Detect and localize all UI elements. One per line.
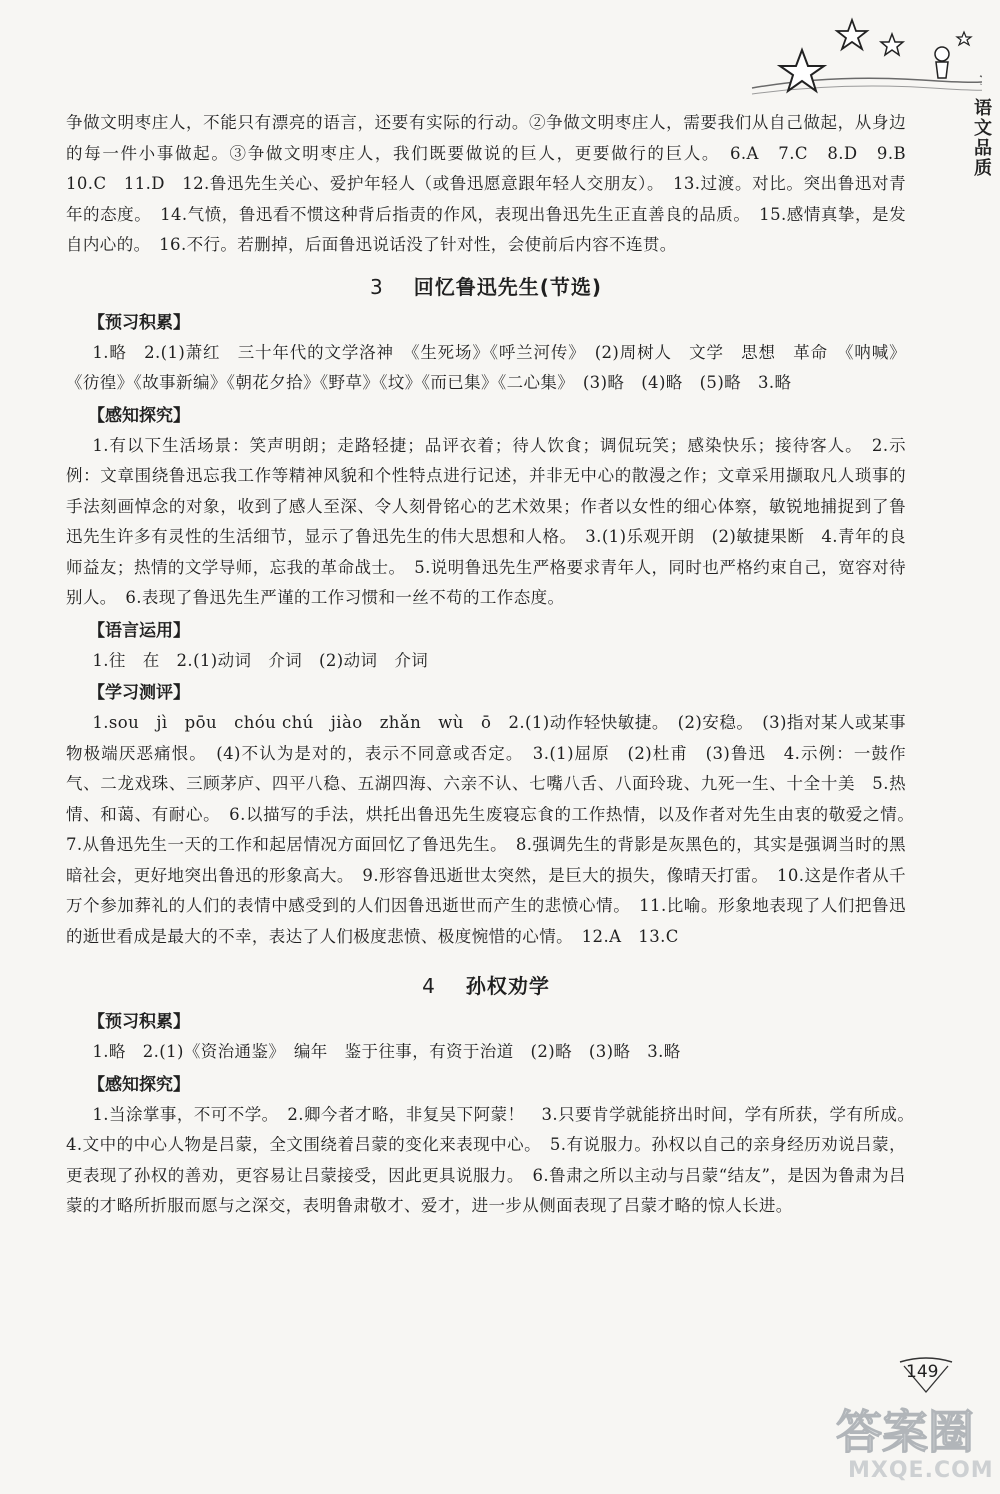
watermark-main-text: 答案圈 <box>836 1405 974 1459</box>
watermark-sub-text: MXQE.COM <box>848 1458 994 1483</box>
lesson-3-text-language: 1.往 在 2.(1)动词 介词 (2)动词 介词 <box>92 650 429 670</box>
lesson-3-heading-preview: 【预习积累】 <box>88 312 190 333</box>
watermark-logo <box>806 1396 996 1492</box>
lesson-3-title <box>66 271 906 300</box>
side-tab-label: 语文品质 <box>971 98 992 178</box>
stars-decoration-icon <box>742 10 982 110</box>
lesson-4-number: 4 <box>422 974 436 998</box>
lesson-3-number: 3 <box>370 274 384 299</box>
lesson-3-title-text: 回忆鲁迅先生(节选) <box>413 274 602 299</box>
answer-content <box>66 108 923 1222</box>
lesson-4-text-preview: 1.略 2.(1)《资治通鉴》 编年 鉴于往事，有资于治道 (2)略 (3)略 3.略 <box>92 1042 681 1061</box>
lesson-4-title-text: 孙权劝学 <box>465 974 550 998</box>
lesson-3-heading-language: 【语言运用】 <box>88 620 190 641</box>
page-number-badge <box>896 1356 956 1396</box>
lesson-4-heading-preview: 【预习积累】 <box>88 1012 190 1032</box>
lesson-4-heading-explore: 【感知探究】 <box>88 1074 190 1095</box>
lesson-4-text-explore: 1.当涂掌事，不可不学。 2.卿今者才略，非复吴下阿蒙！ 3.只要肯学就能挤出时间，学有所获，学有所成。 4.文中的中心人物是吕蒙，全文围绕着吕蒙的变化来表现中心。 5.有说服力。孙权以自己的亲身经历劝说吕蒙，更表现了孙权的善劝，更容易让吕蒙接受，因此更具说服力。 6.鲁肃之所以主动与吕蒙“结友”，是因为鲁肃为吕蒙的才略所折服而愿与之深交，表明鲁肃敬才、爱才，进一步从侧面表现了吕蒙才略的惊人长进。 <box>66 1104 923 1215</box>
lesson-3-text-assessment: 1.sou jì pōu chóu chú jiào zhǎn wù ō 2.(1)动作轻快敏捷。 (2)安稳。 (3)指对某人或某事物极端厌恶痛恨。 (4)不认为是对的，表示不同意或否定。 3.(1)屈原 (2)杜甫 (3)鲁迅 4.示例：一鼓作气、二龙戏珠、三顾茅庐、四平八稳、五湖四海、六亲不认、七嘴八舌、八面玲珑、九死一生、十全十美 5.热情、和蔼、有耐心。 6.以描写的手法，烘托出鲁迅先生废寝忘食的工作热情，以及作者对先生由衷的敬爱之情。 7.从鲁迅先生一天的工作和起居情况方面回忆了鲁迅先生。 8.强调先生的背影是灰黑色的，其实是强调当时的黑暗社会，更好地突出鲁迅的形象高大。 9.形容鲁迅逝世太突然，是巨大的损失，像晴天打雷。 10.这是作者从千万个参加葬礼的人们的表情中感受到的人们因鲁迅逝世而产生的悲愤心情。 11.比喻。形象地表现了人们把鲁迅的逝世看成是最大的不幸，表达了人们极度悲愤、极度惋惜的心情。 12.A 13.C <box>66 713 923 946</box>
lesson-3-heading-explore: 【感知探究】 <box>88 405 190 426</box>
lesson-4-title <box>66 970 906 999</box>
lesson-3-text-explore: 1.有以下生活场景：笑声明朗；走路轻捷；品评衣着；待人饮食；调侃玩笑；感染快乐；接待客人。 2.示例：文章围绕鲁迅忘我工作等精神风貌和个性特点进行记述，并非无中心的散漫之作；文章采用撷取凡人琐事的手法刻画悼念的对象，收到了感人至深、令人刻骨铭心的艺术效果；作者以女性的细心体察，敏锐地捕捉到了鲁迅先生许多有灵性的生活细节，显示了鲁迅先生的伟大思想和人格。 3.(1)乐观开朗 (2)敏捷果断 4.青年的良师益友；热情的文学导师，忘我的革命战士。 5.说明鲁迅先生严格要求青年人，同时也严格约束自己，宽容对待别人。 6.表现了鲁迅先生严谨的工作习惯和一丝不苟的工作态度。 <box>66 435 906 607</box>
page-number: 149 <box>906 1362 939 1382</box>
intro-paragraph: 争做文明枣庄人，不能只有漂亮的语言，还要有实际的行动。②争做文明枣庄人，需要我们从自己做起，从身边的每一件小事做起。③争做文明枣庄人，我们既要做说的巨人，更要做行的巨人。 6.A 7.C 8.D 9.B 10.C 11.D 12.鲁迅先生关心、爱护年轻人（或鲁迅愿意跟年轻人交朋友）。 13.过渡。对比。突出鲁迅对青年的态度。 14.气愤，鲁迅看不惯这种背后指责的作风，表现出鲁迅先生正直善良的品质。 15.感情真挚，是发自内心的。 16.不行。若删掉，后面鲁迅说话没了针对性，会使前后内容不连贯。 <box>66 113 923 254</box>
lesson-3-heading-assessment: 【学习测评】 <box>88 683 190 703</box>
lesson-3-text-preview: 1.略 2.(1)萧红 三十年代的文学洛神 《生死场》《呼兰河传》 (2)周树人 文学 思想 革命 《呐喊》《彷徨》《故事新编》《朝花夕拾》《野草》《坟》《而已集》《二心集》 (3)略 (4)略 (5)略 3.略 <box>66 342 906 392</box>
